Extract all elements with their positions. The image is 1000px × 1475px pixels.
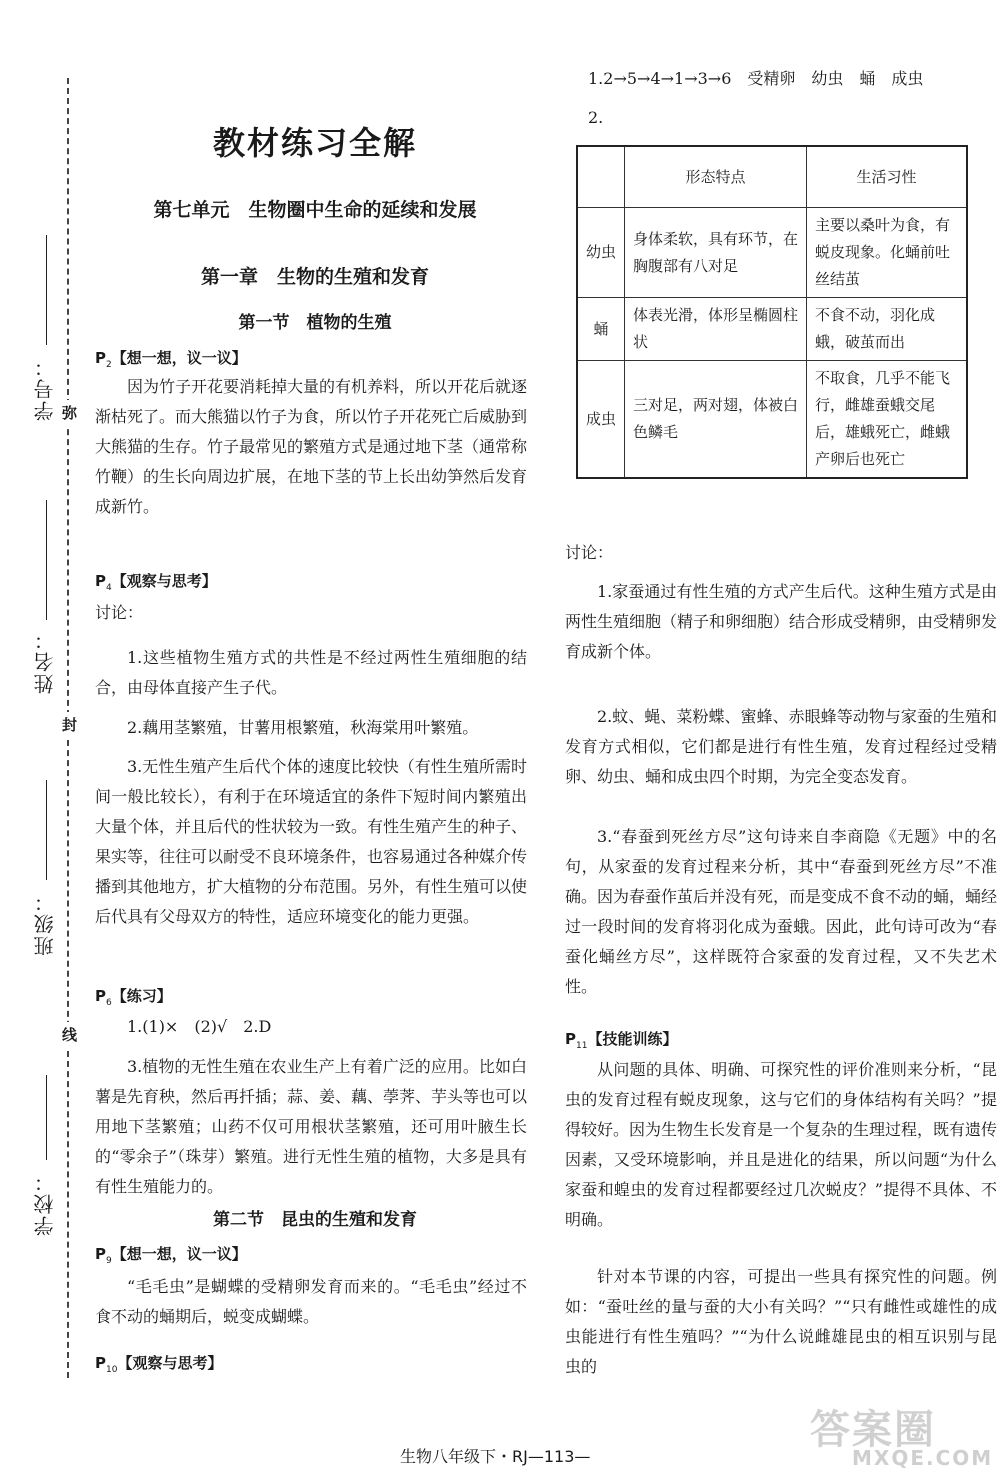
table-header-cell — [577, 146, 625, 208]
table-row — [577, 208, 967, 298]
name-line — [46, 500, 47, 620]
silkworm-discussion-1: 1.家蚕通过有性生殖的方式产生后代。这种生殖方式是由两性生殖细胞（精子和卵细胞）结合形成受精卵，由受精卵发育成新个体。 — [565, 582, 998, 661]
p6-tag: $P_6$【练习】 — [95, 987, 172, 1008]
unit-heading: 第七单元 生物圈中生命的延续和发展 — [153, 199, 477, 221]
student-id-label: 学号： — [33, 355, 57, 421]
seal-mark-feng: 封 — [62, 712, 77, 737]
table-cell-form: 体表光滑，体形呈椭圆柱状 — [625, 298, 807, 361]
section-heading-2: 第二节 昆虫的生殖和发育 — [213, 1210, 417, 1230]
p2-answer: 因为竹子开花要消耗掉大量的有机养料，所以开花后就逐渐枯死了。而大熊猫以竹子为食，所以竹子开花死亡后威胁到大熊猫的生存。竹子最常见的繁殖方式是通过地下茎（通常称竹鞭）的生长向周边扩展，在地下茎的节上长出幼笋然后发育成新竹。 — [95, 377, 528, 516]
seal-mark-mi: 弥 — [62, 400, 77, 425]
seal-mark-xian: 线 — [62, 1022, 77, 1047]
class-label: 班级： — [33, 890, 57, 956]
table-cell-habit: 不取食，几乎不能飞行，雌雄蚕蛾交尾后，雄蛾死亡，雌蛾产卵后也死亡 — [807, 361, 968, 479]
chapter-heading: 第一章 生物的生殖和发育 — [200, 266, 429, 288]
table-header-cell: 形态特点 — [625, 146, 807, 208]
table-cell-form: 身体柔软，具有环节，在胸腹部有八对足 — [625, 208, 807, 298]
page-title: 教材练习全解 — [212, 124, 417, 162]
student-id-line — [46, 235, 47, 345]
table-cell-habit: 不食不动，羽化成蛾，破茧而出 — [807, 298, 968, 361]
watermark-logo: 答案圈 — [810, 1407, 936, 1453]
name-label: 姓名： — [33, 628, 57, 694]
watermark-url: MXQE.COM — [852, 1446, 994, 1470]
table-cell-stage: 成虫 — [577, 361, 625, 479]
table-row — [577, 361, 967, 479]
school-line — [46, 1075, 47, 1160]
section-heading-1: 第一节 植物的生殖 — [238, 313, 392, 333]
table-header-cell: 生活习性 — [807, 146, 968, 208]
p4-tag: $P_4$【观察与思考】 — [95, 572, 217, 593]
p11-tag: $P_{11}$【技能训练】 — [565, 1030, 678, 1051]
discussion-item-2: 2.藕用茎繁殖，甘薯用根繁殖，秋海棠用叶繁殖。 — [127, 718, 479, 737]
table-row — [577, 298, 967, 361]
skill-training-questions: 针对本节课的内容，可提出一些具有探究性的问题。例如：“蚕吐丝的量与蚕的大小有关吗？”“只有雌性或雄性的成虫能进行有性生殖吗？”“为什么说雌雄昆虫的相互识别与昆虫的 — [565, 1267, 997, 1376]
silkworm-discussion-3: 3.“春蚕到死丝方尽”这句诗来自李商隐《无题》中的名句，从家蚕的发育过程来分析，其中“春蚕到死丝方尽”不准确。因为春蚕作茧后并没有死，而是变成不食不动的蛹，蛹经过一段时间的发育将羽化成为蚕蛾。因此，此句诗可改为“春蚕化蛹丝方尽”，这样既符合家蚕的发育过程，又不失艺术性。 — [565, 827, 998, 996]
page-footer: 生物八年级下・RJ—113— — [400, 1447, 591, 1466]
table-cell-habit: 主要以桑叶为食，有蜕皮现象。化蛹前吐丝结茧 — [807, 208, 968, 298]
p2-tag: $P_2$【想一想，议一议】 — [95, 349, 247, 370]
discussion-label-left: 讨论： — [95, 603, 144, 622]
silkworm-stage-table — [576, 145, 968, 479]
silkworm-discussion-2: 2.蚊、蝇、菜粉蝶、蜜蜂、赤眼蜂等动物与家蚕的生殖和发育方式相似，它们都是进行有性生殖，发育过程经过受精卵、幼虫、蛹和成虫四个时期，为完全变态发育。 — [565, 707, 997, 786]
exercise-answers: 1.(1)× (2)√ 2.D — [127, 1017, 272, 1036]
p9-tag: $P_9$【想一想，议一议】 — [95, 1245, 247, 1266]
exercise-item-3: 3.植物的无性生殖在农业生产上有着广泛的应用。比如白薯是先育秧，然后再扦插；蒜、姜、藕、荸荠、芋头等也可以用地下茎繁殖；山药不仅可用根状茎繁殖，还可用叶腋生长的“零余子”（珠芽）繁殖。进行无性生殖的植物，大多是具有有性生殖能力的。 — [95, 1057, 528, 1196]
table-cell-form: 三对足，两对翅，体被白色鳞毛 — [625, 361, 807, 479]
answer-q2: 2. — [588, 108, 604, 127]
table-cell-stage: 蛹 — [577, 298, 625, 361]
class-line — [46, 780, 47, 880]
answer-q1: 1.2→5→4→1→3→6 受精卵 幼虫 蛹 成虫 — [588, 69, 924, 88]
table-header-row — [577, 146, 967, 208]
p9-answer: “毛毛虫”是蝴蝶的受精卵发育而来的。“毛毛虫”经过不食不动的蛹期后，蜕变成蝴蝶。 — [95, 1277, 527, 1326]
school-label: 学校： — [33, 1170, 57, 1236]
discussion-item-3: 3.无性生殖产生后代个体的速度比较快（有性生殖所需时间一般比较长），有利于在环境适宜的条件下短时间内繁殖出大量个体，并且后代的性状较为一致。有性生殖产生的种子、果实等，往往可以耐受不良环境条件，也容易通过各种媒介传播到其他地方，扩大植物的分布范围。另外，有性生殖可以使后代具有父母双方的特性，适应环境变化的能力更强。 — [95, 757, 528, 926]
discussion-item-1: 1.这些植物生殖方式的共性是不经过两性生殖细胞的结合，由母体直接产生子代。 — [95, 648, 527, 697]
p10-tag: $P_{10}$【观察与思考】 — [95, 1354, 223, 1375]
table-cell-stage: 幼虫 — [577, 208, 625, 298]
discussion-label-right: 讨论： — [565, 543, 614, 562]
skill-training-answer: 从问题的具体、明确、可探究性的评价准则来分析，“昆虫的发育过程有蜕皮现象，这与它们的身体结构有关吗？”提得较好。因为生物生长发育是一个复杂的生理过程，既有遗传因素，又受环境影响，并且是进化的结果，所以问题“为什么家蚕和蝗虫的发育过程都要经过几次蜕皮？”提得不具体、不明确。 — [565, 1060, 998, 1229]
